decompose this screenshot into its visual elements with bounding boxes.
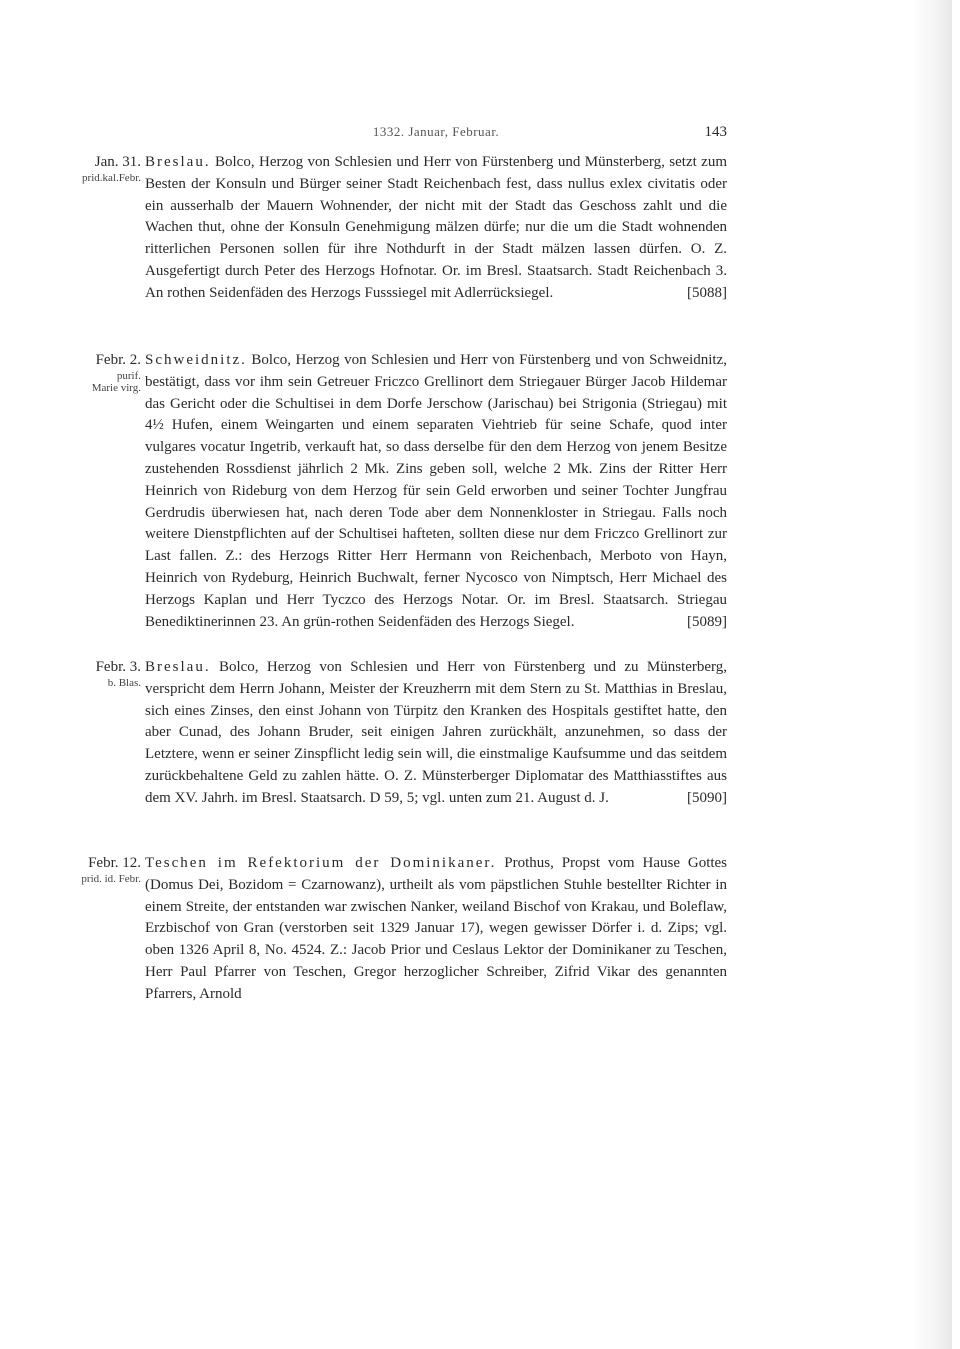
- entry-body: [145, 152, 727, 305]
- entry-feast-note: b. Blas.: [107, 677, 141, 689]
- entry-feast-note: purif. Marie virg.: [91, 370, 141, 394]
- running-title: 1332. Januar, Februar.: [372, 124, 500, 139]
- entry-place: Breslau.: [145, 659, 211, 675]
- entry-text: Bolco, Herzog von Schlesien und Herr von Fürstenberg und zu Münsterberg, verspricht dem Herrn Johann, Meister der Kreuzherrn mit dem Stern zu St. Matthias in Breslau, sich eines Zinses, den einst Johann von Türpitz den Kranken des Hospitals gestiftet hatte, den aber Cunad, des Johann Bruder, seit einigen Jahren zurückhält, anzunehmen, so dass der Letztere, wenn er seiner Zinspflicht ledig sein will, die einstmalige Kaufsumme und das seitdem zurückbehaltene Geld zu zahlen hätte. O. Z. Münsterberger Diplomatar des Matthiasstiftes aus dem XV. Jahrh. im Bresl. Staatsarch. D 59, 5; vgl. unten zum 21. August d. J.: [145, 659, 728, 806]
- entry-date: Febr. 12.: [88, 855, 141, 871]
- entry-place: Teschen im Refektorium der Dominikaner.: [145, 855, 497, 871]
- entry-date: Febr. 2.: [95, 352, 141, 368]
- entry-body: [145, 350, 727, 633]
- entry-5089: [91, 350, 727, 633]
- entry-feast-note: prid. id. Febr.: [81, 873, 141, 885]
- page-number: 143: [704, 124, 727, 140]
- scan-edge-shadow: [912, 0, 952, 1349]
- entry-date: Febr. 3.: [95, 659, 141, 675]
- entry-text: Bolco, Herzog von Schlesien und Herr von Fürstenberg und von Schweidnitz, bestätigt, dass vor ihm sein Getreuer Friczco Grellinort dem Striegauer Bürger Jacob Hildemar das Gericht oder die Schultisei in dem Dorfe Jerschow (Jarischau) bei Strigonia (Striegau) mit 4½ Hufen, einem Weingarten und einem separaten Viehtrieb für seine Schafe, quod inter vulgares vocatur Ingetrib, verkauft hat, so dass derselbe für den dem Herzog von jenem Besitze zustehenden Rossdienst jährlich 2 Mk. Zins geben soll, welche 2 Mk. Zins der Ritter Herr Heinrich von Rideburg von dem Herzog für sein Geld erworben und seiner Tochter Jungfrau Gerdrudis überwiesen hat, nach deren Tode aber dem Nonnenkloster in Striegau. Falls noch weitere Dienstpflichten auf der Schultisei hafteten, sollten diese nur dem Friczco Grellinort zur Last fallen. Z.: des Herzogs Ritter Herr Hermann von Reichenbach, Merboto von Hayn, Heinrich von Rydeburg, Heinrich Buchwalt, ferner Nycosco von Nimptsch, Herr Michael des Herzogs Kaplan und Herr Tyczco des Herzogs Notar. Or. im Bresl. Staatsarch. Striegau Benediktinerinnen 23. An grün-rothen Seidenfäden des Herzogs Siegel.: [145, 352, 727, 630]
- page-header: [145, 124, 727, 146]
- entry-5090: [95, 657, 728, 810]
- entry-body: [145, 657, 727, 810]
- entry-reference-number: [5090]: [687, 789, 727, 806]
- entry-febr-12: [81, 853, 728, 1006]
- entry-feast-note: prid.kal.Febr.: [82, 172, 141, 184]
- entry-place: Schweidnitz.: [145, 352, 247, 368]
- entry-body: [145, 853, 727, 1006]
- entry-date: Jan. 31.: [94, 154, 141, 170]
- entry-reference-number: [5088]: [687, 284, 727, 301]
- entry-reference-number: [5089]: [687, 613, 727, 630]
- entry-text: Bolco, Herzog von Schlesien und Herr von Fürstenberg und Münsterberg, setzt zum Besten der Konsuln und Bürger seiner Stadt Reichenbach fest, dass nullus exlex civitatis oder ein ausserhalb der Mauern Wohnender, der nicht mit der Stadt das Geschoss zahlt und die Wachen thut, ohne der Konsuln Genehmigung mälzen dürfe; nur die um die Stadt wohnenden ritterlichen Personen sollen für ihre Nothdurft in der Stadt mälzen lassen dürfen. O. Z. Ausgefertigt durch Peter des Herzogs Hofnotar. Or. im Bresl. Staatsarch. Stadt Reichenbach 3. An rothen Seidenfäden des Herzogs Fusssiegel mit Adlerrücksiegel.: [145, 154, 728, 301]
- entry-5088: [82, 152, 728, 305]
- entry-place: Breslau.: [145, 154, 211, 170]
- entry-text: Prothus, Propst vom Hause Gottes (Domus Dei, Bozidom = Czarnowanz), urtheilt als vom päpstlichen Stuhle bestellter Richter in einem Streite, der entstanden war zwischen Nanker, weiland Bischof von Krakau, und Boleflaw, Erzbischof von Gran (verstorben seit 1329 Januar 17), wegen gewisser Dörfer i. d. Zips; vgl. oben 1326 April 8, No. 4524. Z.: Jacob Prior und Ceslaus Lektor der Dominikaner zu Teschen, Herr Paul Pfarrer von Teschen, Gregor herzoglicher Schreiber, Zifrid Vikar des genannten Pfarrers, Arnold: [145, 855, 728, 1002]
